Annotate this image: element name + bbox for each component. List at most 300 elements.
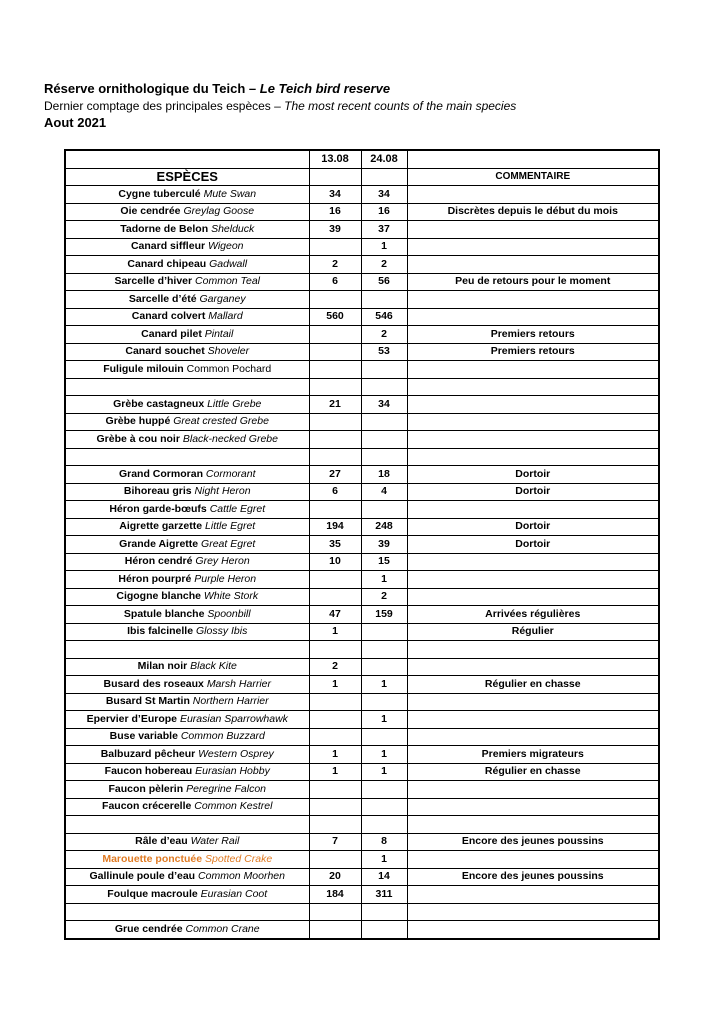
count-cell-date2: 248 [361, 518, 407, 536]
table-row [65, 676, 659, 694]
table-row [65, 518, 659, 536]
species-name-fr: Grèbe à cou noir [96, 432, 180, 445]
comment-cell [407, 886, 659, 904]
species-name-en: Eurasian Hobby [195, 765, 270, 778]
comment-cell: Arrivées régulières [407, 606, 659, 624]
count-cell-date2 [361, 501, 407, 519]
table-row [65, 693, 659, 711]
count-cell-date2: 34 [361, 186, 407, 204]
count-cell-date1: 27 [309, 466, 361, 484]
species-name-cell [65, 273, 309, 291]
count-cell-date1 [309, 693, 361, 711]
species-name-en: Pintail [204, 327, 234, 340]
species-name-cell [65, 553, 309, 571]
species-name-fr: Sarcelle d’été [128, 292, 197, 305]
species-name-fr: Gallinule poule d’eau [89, 870, 196, 883]
count-cell-date2 [361, 413, 407, 431]
comment-cell [407, 221, 659, 239]
species-name-fr: Canard chipeau [127, 257, 207, 270]
count-cell-date1: 35 [309, 536, 361, 554]
count-cell-date2: 1 [361, 746, 407, 764]
subtitle-en: The most recent counts of the main species [284, 99, 517, 113]
count-cell-date1: 20 [309, 868, 361, 886]
reserve-title [44, 80, 516, 98]
species-name-cell [65, 256, 309, 274]
species-name-fr: Balbuzard pêcheur [100, 747, 196, 760]
table-row [65, 606, 659, 624]
count-cell-date1: 194 [309, 518, 361, 536]
species-count-table [64, 149, 660, 940]
species-name-cell [65, 186, 309, 204]
header-empty-cell [407, 150, 659, 168]
species-name-fr: Râle d’eau [135, 835, 188, 848]
species-name-en: Mallard [208, 310, 243, 323]
comment-cell [407, 413, 659, 431]
species-name-en: Common Pochard [186, 362, 272, 375]
empty-cell [407, 816, 659, 834]
species-name-cell [65, 623, 309, 641]
header-empty-cell [65, 150, 309, 168]
species-name-cell [65, 571, 309, 589]
species-name-en: Great Egret [201, 537, 256, 550]
count-cell-date2: 1 [361, 238, 407, 256]
comment-cell [407, 553, 659, 571]
empty-cell [361, 903, 407, 921]
table-row [65, 886, 659, 904]
table-row [65, 291, 659, 309]
table-row [65, 553, 659, 571]
species-name-cell [65, 501, 309, 519]
count-cell-date1: 16 [309, 203, 361, 221]
comment-cell: Régulier [407, 623, 659, 641]
species-name-cell [65, 763, 309, 781]
date-column-2: 24.08 [361, 150, 407, 168]
comment-cell [407, 851, 659, 869]
table-row [65, 746, 659, 764]
species-name-en: Northern Harrier [192, 695, 269, 708]
species-name-fr: Tadorne de Belon [120, 222, 209, 235]
empty-cell [65, 903, 309, 921]
species-name-en: Grey Heron [195, 555, 250, 568]
species-name-cell [65, 238, 309, 256]
species-name-en: Eurasian Sparrowhawk [179, 712, 288, 725]
table-row [65, 343, 659, 361]
count-cell-date2 [361, 658, 407, 676]
species-name-fr: Héron cendré [124, 555, 193, 568]
species-name-en: Cormorant [205, 467, 256, 480]
comment-cell [407, 798, 659, 816]
species-name-fr: Sarcelle d’hiver [114, 275, 193, 288]
comment-cell: Régulier en chasse [407, 676, 659, 694]
count-cell-date2: 1 [361, 851, 407, 869]
species-name-cell [65, 868, 309, 886]
comment-cell: Premiers retours [407, 343, 659, 361]
species-name-fr: Bihoreau gris [123, 485, 192, 498]
comment-cell: Régulier en chasse [407, 763, 659, 781]
comment-cell [407, 921, 659, 939]
subtitle [44, 98, 516, 114]
species-name-en: Black Kite [190, 660, 237, 673]
species-name-fr: Grèbe huppé [105, 415, 171, 428]
table-row [65, 798, 659, 816]
species-name-fr: Spatule blanche [123, 607, 205, 620]
species-name-cell [65, 851, 309, 869]
table-spacer-row [65, 378, 659, 396]
comment-cell: Dortoir [407, 483, 659, 501]
empty-cell [407, 378, 659, 396]
species-name-cell [65, 693, 309, 711]
count-cell-date1: 6 [309, 273, 361, 291]
count-cell-date1: 39 [309, 221, 361, 239]
empty-cell [361, 641, 407, 659]
count-cell-date1: 7 [309, 833, 361, 851]
comment-cell [407, 588, 659, 606]
comment-cell [407, 186, 659, 204]
species-name-fr: Cygne tuberculé [118, 187, 201, 200]
species-name-fr: Foulque macroule [107, 887, 198, 900]
count-cell-date1: 21 [309, 396, 361, 414]
empty-cell [309, 816, 361, 834]
count-cell-date2 [361, 361, 407, 379]
empty-cell [65, 816, 309, 834]
table-row [65, 501, 659, 519]
species-name-fr: Marouette ponctuée [102, 852, 203, 865]
species-name-en: Peregrine Falcon [186, 782, 267, 795]
table-row [65, 273, 659, 291]
table-row [65, 256, 659, 274]
comment-cell [407, 291, 659, 309]
table-spacer-row [65, 641, 659, 659]
species-name-cell [65, 746, 309, 764]
count-cell-date1: 2 [309, 256, 361, 274]
comment-cell [407, 571, 659, 589]
species-name-cell [65, 308, 309, 326]
count-cell-date1 [309, 361, 361, 379]
table-row [65, 571, 659, 589]
species-name-cell [65, 921, 309, 939]
count-cell-date1 [309, 798, 361, 816]
count-cell-date1: 1 [309, 676, 361, 694]
count-cell-date1 [309, 921, 361, 939]
count-cell-date2: 15 [361, 553, 407, 571]
table-row [65, 466, 659, 484]
count-cell-date1: 1 [309, 763, 361, 781]
count-cell-date2: 16 [361, 203, 407, 221]
species-name-fr: Milan noir [137, 660, 188, 673]
species-name-cell [65, 413, 309, 431]
comment-cell [407, 658, 659, 676]
count-cell-date2: 2 [361, 326, 407, 344]
table-spacer-row [65, 816, 659, 834]
comment-cell [407, 728, 659, 746]
species-name-cell [65, 798, 309, 816]
species-name-en: Marsh Harrier [206, 677, 271, 690]
count-cell-date2: 39 [361, 536, 407, 554]
document-header [44, 80, 516, 132]
species-name-fr: Canard souchet [125, 345, 205, 358]
species-name-cell [65, 886, 309, 904]
table-row [65, 781, 659, 799]
species-name-cell [65, 518, 309, 536]
empty-cell [407, 903, 659, 921]
comment-cell [407, 431, 659, 449]
table-spacer-row [65, 448, 659, 466]
empty-cell [361, 448, 407, 466]
empty-cell [309, 641, 361, 659]
comment-cell: Dortoir [407, 518, 659, 536]
species-name-en: Night Heron [194, 485, 251, 498]
count-cell-date2 [361, 781, 407, 799]
empty-cell [309, 903, 361, 921]
species-name-en: Eurasian Coot [200, 887, 268, 900]
species-name-fr: Canard colvert [131, 310, 206, 323]
count-cell-date1 [309, 781, 361, 799]
species-name-fr: Buse variable [109, 730, 178, 743]
count-cell-date2: 8 [361, 833, 407, 851]
empty-cell [65, 378, 309, 396]
count-cell-date2 [361, 693, 407, 711]
count-cell-date2: 546 [361, 308, 407, 326]
comment-cell [407, 501, 659, 519]
count-cell-date2: 2 [361, 588, 407, 606]
species-name-fr: Faucon pèlerin [108, 782, 184, 795]
species-name-en: Garganey [199, 292, 246, 305]
species-name-fr: Cigogne blanche [116, 590, 201, 603]
species-name-en: Black-necked Grebe [182, 432, 278, 445]
species-name-fr: Busard St Martin [105, 695, 190, 708]
count-cell-date2 [361, 623, 407, 641]
empty-cell [65, 448, 309, 466]
species-name-fr: Canard pilet [141, 327, 202, 340]
species-name-cell [65, 833, 309, 851]
species-column-header: ESPÈCES [65, 168, 309, 186]
count-cell-date1 [309, 501, 361, 519]
species-name-en: Common Kestrel [194, 800, 273, 813]
report-month: Aout 2021 [44, 115, 107, 130]
table-row [65, 536, 659, 554]
species-name-cell [65, 466, 309, 484]
count-cell-date2: 37 [361, 221, 407, 239]
species-name-en: Common Crane [185, 922, 260, 935]
table-row [65, 186, 659, 204]
species-name-en: Spoonbill [207, 607, 251, 620]
empty-cell [309, 448, 361, 466]
empty-cell [361, 378, 407, 396]
species-name-en: Wigeon [208, 240, 244, 253]
species-name-en: Gadwall [209, 257, 248, 270]
count-cell-date1: 1 [309, 623, 361, 641]
table-row [65, 413, 659, 431]
header-empty-cell [361, 168, 407, 186]
species-name-fr: Grande Aigrette [119, 537, 199, 550]
title-fr: Réserve ornithologique du Teich – [44, 81, 260, 96]
count-cell-date1: 2 [309, 658, 361, 676]
table-row [65, 868, 659, 886]
count-cell-date1: 6 [309, 483, 361, 501]
comment-cell [407, 693, 659, 711]
species-name-cell [65, 326, 309, 344]
count-cell-date1: 47 [309, 606, 361, 624]
count-cell-date2 [361, 291, 407, 309]
count-cell-date1 [309, 413, 361, 431]
count-cell-date1 [309, 291, 361, 309]
species-name-cell [65, 711, 309, 729]
species-name-en: Spotted Crake [205, 852, 273, 865]
species-name-en: Common Buzzard [180, 730, 265, 743]
count-cell-date2 [361, 798, 407, 816]
comment-cell [407, 238, 659, 256]
title-en: Le Teich bird reserve [259, 81, 391, 96]
empty-cell [309, 378, 361, 396]
species-name-cell [65, 361, 309, 379]
species-name-cell [65, 431, 309, 449]
empty-cell [407, 641, 659, 659]
count-cell-date2: 1 [361, 763, 407, 781]
count-cell-date1 [309, 343, 361, 361]
count-cell-date1: 10 [309, 553, 361, 571]
table-row [65, 361, 659, 379]
table-row [65, 588, 659, 606]
count-cell-date1: 34 [309, 186, 361, 204]
species-name-cell [65, 203, 309, 221]
table-row [65, 921, 659, 939]
count-cell-date1: 560 [309, 308, 361, 326]
table-row [65, 431, 659, 449]
table-row [65, 851, 659, 869]
table-row [65, 326, 659, 344]
table-row [65, 221, 659, 239]
species-name-fr: Grèbe castagneux [113, 397, 205, 410]
species-name-en: Purple Heron [194, 572, 257, 585]
count-cell-date2: 53 [361, 343, 407, 361]
count-cell-date2: 1 [361, 571, 407, 589]
comment-cell: Discrètes depuis le début du mois [407, 203, 659, 221]
count-cell-date1 [309, 326, 361, 344]
species-name-fr: Canard siffleur [130, 240, 206, 253]
table-header-labels [65, 168, 659, 186]
table-row [65, 833, 659, 851]
species-name-en: Little Grebe [207, 397, 262, 410]
species-name-en: Common Moorhen [198, 870, 285, 883]
table-row [65, 238, 659, 256]
count-cell-date2: 14 [361, 868, 407, 886]
count-cell-date1 [309, 851, 361, 869]
count-cell-date1: 184 [309, 886, 361, 904]
comment-cell: Encore des jeunes poussins [407, 833, 659, 851]
species-name-en: Greylag Goose [183, 205, 255, 218]
species-name-cell [65, 781, 309, 799]
table-row [65, 623, 659, 641]
species-name-cell [65, 728, 309, 746]
species-name-fr: Aigrette garzette [119, 520, 203, 533]
species-name-fr: Busard des roseaux [103, 677, 204, 690]
table-row [65, 483, 659, 501]
species-name-cell [65, 343, 309, 361]
table-row [65, 396, 659, 414]
species-name-fr: Fuligule milouin [103, 362, 184, 375]
species-name-cell [65, 221, 309, 239]
species-name-en: Great crested Grebe [173, 415, 269, 428]
table-row [65, 711, 659, 729]
comment-cell: Encore des jeunes poussins [407, 868, 659, 886]
count-cell-date2: 159 [361, 606, 407, 624]
count-cell-date2: 1 [361, 711, 407, 729]
species-name-en: Common Teal [195, 275, 261, 288]
species-name-cell [65, 676, 309, 694]
comment-cell [407, 256, 659, 274]
table-spacer-row [65, 903, 659, 921]
species-name-en: Water Rail [190, 835, 240, 848]
count-cell-date2: 18 [361, 466, 407, 484]
species-name-fr: Ibis falcinelle [127, 625, 194, 638]
header-empty-cell [309, 168, 361, 186]
species-name-cell [65, 483, 309, 501]
count-cell-date1 [309, 588, 361, 606]
count-cell-date1 [309, 728, 361, 746]
table-row [65, 728, 659, 746]
comment-cell [407, 396, 659, 414]
species-name-fr: Oie cendrée [120, 205, 181, 218]
species-name-fr: Faucon hobereau [104, 765, 193, 778]
count-cell-date1: 1 [309, 746, 361, 764]
species-name-fr: Grue cendrée [114, 922, 183, 935]
comment-cell: Dortoir [407, 466, 659, 484]
species-name-fr: Epervier d’Europe [86, 712, 178, 725]
count-cell-date2: 311 [361, 886, 407, 904]
count-cell-date2: 34 [361, 396, 407, 414]
empty-cell [361, 816, 407, 834]
comment-cell: Premiers retours [407, 326, 659, 344]
species-name-cell [65, 536, 309, 554]
table-row [65, 203, 659, 221]
species-name-fr: Héron pourpré [118, 572, 192, 585]
date-column-1: 13.08 [309, 150, 361, 168]
count-cell-date1 [309, 571, 361, 589]
count-cell-date2: 56 [361, 273, 407, 291]
table-row [65, 308, 659, 326]
species-name-cell [65, 588, 309, 606]
comment-cell [407, 308, 659, 326]
species-name-en: Little Egret [205, 520, 256, 533]
species-name-fr: Faucon crécerelle [102, 800, 192, 813]
table-header-dates [65, 150, 659, 168]
species-name-en: Glossy Ibis [196, 625, 248, 638]
species-name-cell [65, 606, 309, 624]
count-cell-date2: 2 [361, 256, 407, 274]
species-name-fr: Grand Cormoran [118, 467, 203, 480]
species-name-cell [65, 396, 309, 414]
count-cell-date2: 4 [361, 483, 407, 501]
species-name-en: Cattle Egret [209, 502, 266, 515]
subtitle-fr: Dernier comptage des principales espèces – [44, 99, 285, 113]
comment-cell [407, 361, 659, 379]
empty-cell [407, 448, 659, 466]
species-name-en: Shelduck [211, 222, 255, 235]
count-cell-date1 [309, 431, 361, 449]
comment-cell: Dortoir [407, 536, 659, 554]
species-name-cell [65, 291, 309, 309]
species-name-en: Mute Swan [203, 187, 257, 200]
empty-cell [65, 641, 309, 659]
count-cell-date2 [361, 431, 407, 449]
table-row [65, 658, 659, 676]
species-name-fr: Héron garde-bœufs [109, 502, 207, 515]
species-name-cell [65, 658, 309, 676]
comment-cell: Premiers migrateurs [407, 746, 659, 764]
count-cell-date1 [309, 711, 361, 729]
species-name-en: White Stork [203, 590, 259, 603]
species-name-en: Western Osprey [198, 747, 274, 760]
